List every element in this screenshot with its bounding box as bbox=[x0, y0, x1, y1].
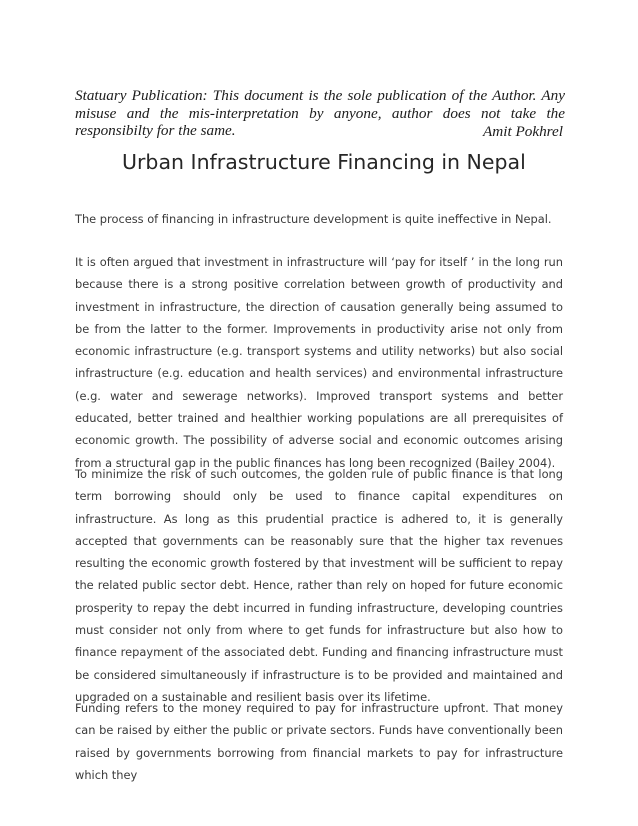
paragraph-funding: Funding refers to the money required to pay for infrastructure upfront. That money can be raised by either the public or private sectors. Funds have conventionally been raised by governments borrowing from financial markets to pay for infrastructure which they bbox=[75, 701, 563, 782]
paragraph-intro: The process of financing in infrastructure development is quite ineffective in Nepal. bbox=[75, 212, 552, 226]
author-name: Amit Pokhrel bbox=[483, 123, 563, 140]
publication-notice: Statuary Publication: This document is the sole publication of the Author. Any misuse and the mis-interpretation by anyone, author does not take the responsibilty for the same. bbox=[75, 87, 565, 140]
paragraph-golden-rule: To minimize the risk of such outcomes, the golden rule of public finance is that long term borrowing should only be used to finance capital expenditures on infrastructure. As long as this prudential practice is adhered to, it is generally accepted that governments can be reasonably sure that the higher tax revenues resulting the economic growth fostered by that investment will be sufficient to repay the related public sector debt. Hence, rather than rely on hoped for future economic prosperity to repay the debt incurred in funding infrastructure, developing countries must consider not only from where to get funds for infrastructure but also how to finance repayment of the associated debt. Funding and financing infrastructure must be considered simultaneously if infrastructure is to be provided and maintained and upgraded on a sustainable and resilient basis over its lifetime. bbox=[75, 467, 563, 704]
paragraph-investment: It is often argued that investment in infrastructure will ‘pay for itself ’ in the long run because there is a strong positive correlation between growth of productivity and investment in infrastructure, the direction of causation generally being assumed to be from the latter to the former. Improvements in productivity arise not only from economic infrastructure (e.g. transport systems and utility networks) but also social infrastructure (e.g. education and health services) and environmental infrastructure (e.g. water and sewerage networks). Improved transport systems and better educated, better trained and healthier working populations are all prerequisites of economic growth. The possibility of adverse social and economic outcomes arising from a structural gap in the public finances has long been recognized (Bailey 2004). bbox=[75, 255, 563, 470]
document-title: Urban Infrastructure Financing in Nepal bbox=[122, 150, 526, 174]
